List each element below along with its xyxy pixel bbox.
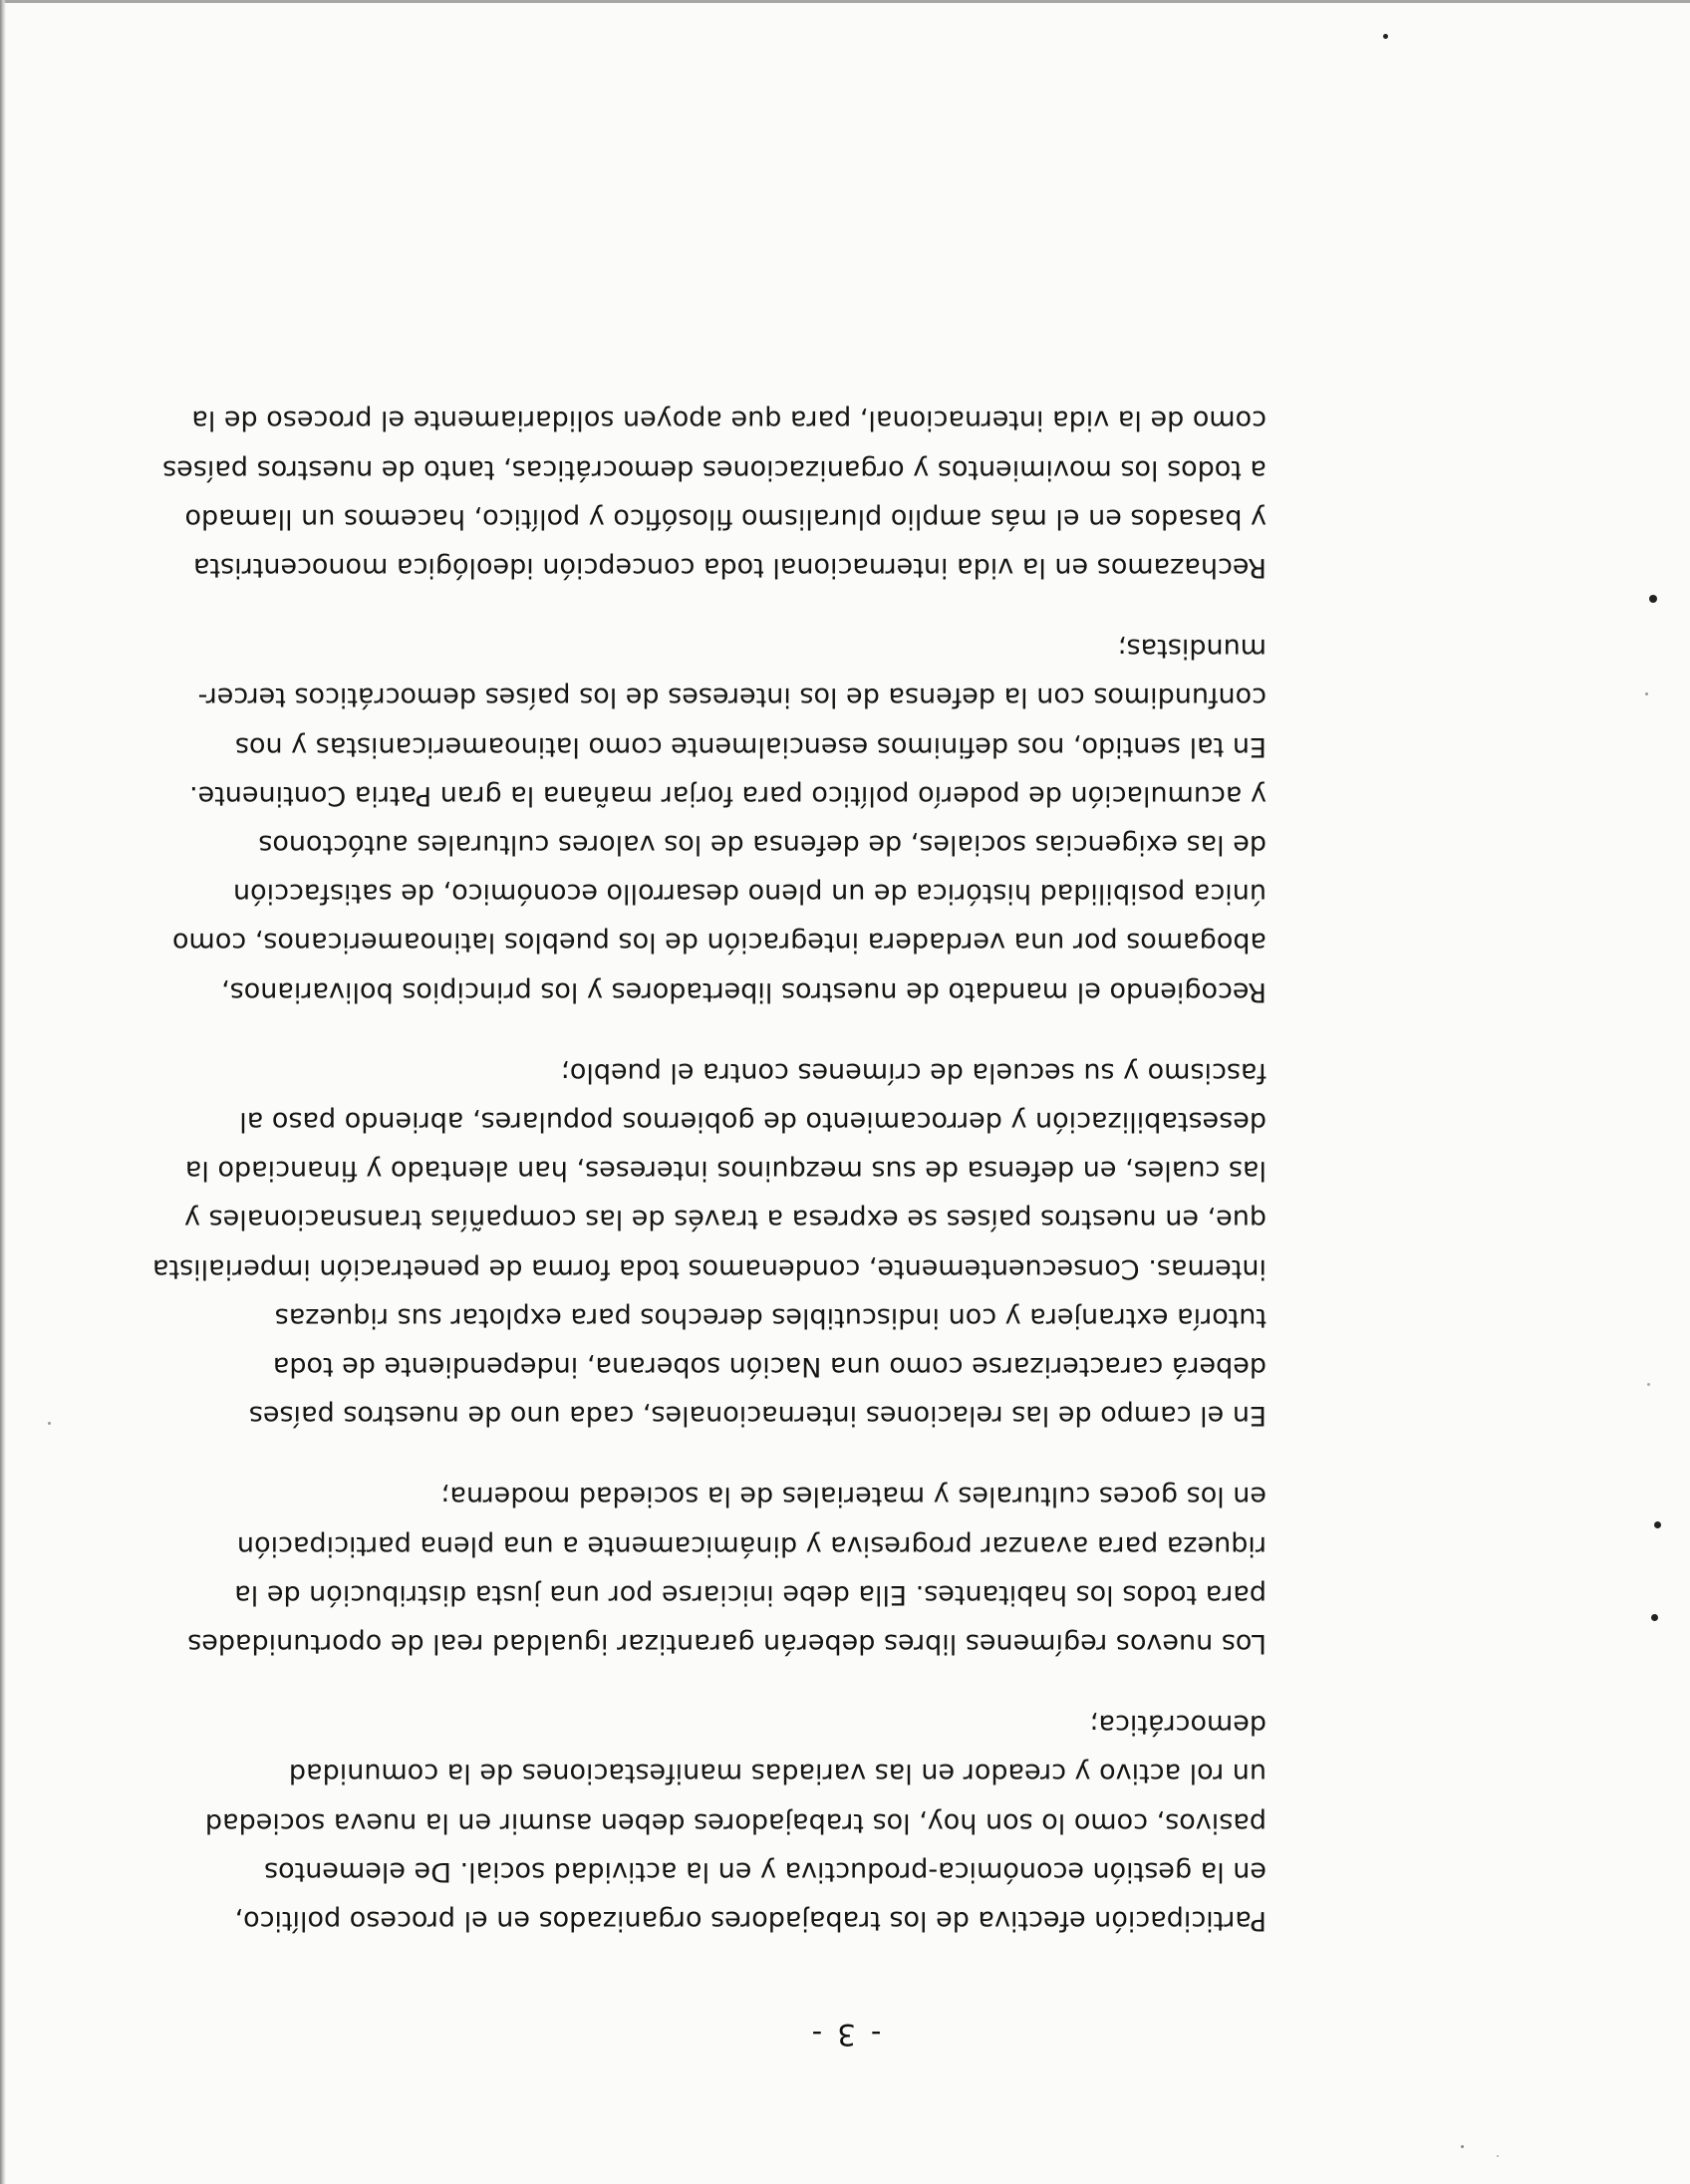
text-line: Participación efectiva de los trabajadores organizados en el proceso político, xyxy=(234,1905,1267,1936)
scan-speck xyxy=(1645,692,1648,695)
scan-speck xyxy=(1651,1614,1658,1621)
text-line: un rol activo y creador en las variadas manifestaciones de la comunidad xyxy=(288,1758,1267,1789)
text-line: Rechazamos en la vida internacional toda concepción ideológica monocentrista xyxy=(192,551,1267,583)
text-line: a todos los movimientos y organizaciones democráticas, tanto de nuestros países xyxy=(162,453,1267,485)
text-line: En tal sentido, nos definimos esencialmente como latinoamericanistas y nos xyxy=(234,730,1267,762)
text-line: en los goces culturales y materiales de la sociedad moderna; xyxy=(440,1481,1267,1512)
scan-speck xyxy=(1383,34,1388,39)
text-line: deberá caracterizarse como una Nación soberana, independiente de toda xyxy=(272,1350,1267,1382)
text-line: única posibilidad histórica de un pleno desarrollo económico, de satisfacción xyxy=(233,878,1267,910)
paragraph xyxy=(61,624,1267,1016)
text-line: abogamos por una verdadera integración de los pueblos latinoamericanos, como xyxy=(171,927,1267,958)
page-number: - 3 - xyxy=(808,2018,882,2051)
text-line: Recogiendo el mandato de nuestros libertadores y los principios bolivarianos, xyxy=(221,975,1267,1007)
text-line: Los nuevos regímenes libres deberán garantizar igualdad real de oportunidades xyxy=(187,1627,1267,1659)
text-line: En el campo de las relaciones internacionales, cada uno de nuestros países xyxy=(248,1400,1267,1432)
text-line: desestabilización y derrocamiento de gobiernos populares, abriendo paso al xyxy=(239,1105,1267,1137)
body-text xyxy=(61,396,1267,1945)
text-line: de las exigencias sociales, de defensa de los valores culturales autóctonos xyxy=(258,828,1267,860)
scan-speck xyxy=(1647,1383,1650,1386)
paragraph xyxy=(61,1700,1267,1945)
text-line: internas. Consecuentemente, condenamos toda forma de penetración imperialista xyxy=(151,1252,1267,1284)
text-line: en la gestión económica-productiva y en la actividad social. De elementos xyxy=(264,1855,1267,1887)
text-line: y basados en el más amplio pluralismo filosófico y político, hacemos un llamado xyxy=(184,502,1267,534)
text-line: para todos los habitantes. Ella debe iniciarse por una justa distribución de la xyxy=(234,1578,1267,1610)
text-line: riqueza para avanzar progresiva y dinámicamente a una plena participación xyxy=(236,1529,1267,1561)
paragraph xyxy=(61,1048,1267,1441)
text-line: confundimos con la defensa de los intereses de los países democráticos tercer- xyxy=(197,682,1267,713)
text-line: pasivos, como lo son hoy, los trabajadores deben asumir en la nueva sociedad xyxy=(204,1806,1267,1838)
scan-speck xyxy=(48,1422,51,1425)
scan-speck xyxy=(1497,2155,1499,2157)
text-line: y acumulación de poderío político para forjar mañana la gran Patria Continente. xyxy=(189,779,1267,811)
text-line: democrática; xyxy=(1089,1709,1267,1741)
scan-speck xyxy=(1654,1521,1661,1528)
text-line: que, en nuestros países se expresa a través de las compañías transnacionales y xyxy=(184,1204,1267,1235)
paragraph xyxy=(61,396,1267,592)
paragraph xyxy=(61,1472,1267,1668)
scan-speck xyxy=(1461,2145,1464,2148)
text-line: tutoría extranjera y con indiscutibles derechos para explotar sus riquezas xyxy=(274,1301,1267,1333)
text-line: mundistas; xyxy=(1117,633,1267,665)
scan-speck xyxy=(1649,595,1657,603)
text-line: como de la vida internacional, para que apoyen solidariamente el proceso de la xyxy=(191,405,1267,436)
text-line: las cuales, en defensa de sus mezquinos intereses, han alentado y financiado la xyxy=(184,1155,1267,1187)
text-line: fascismo y su secuela de crímenes contra el pueblo; xyxy=(560,1056,1267,1088)
